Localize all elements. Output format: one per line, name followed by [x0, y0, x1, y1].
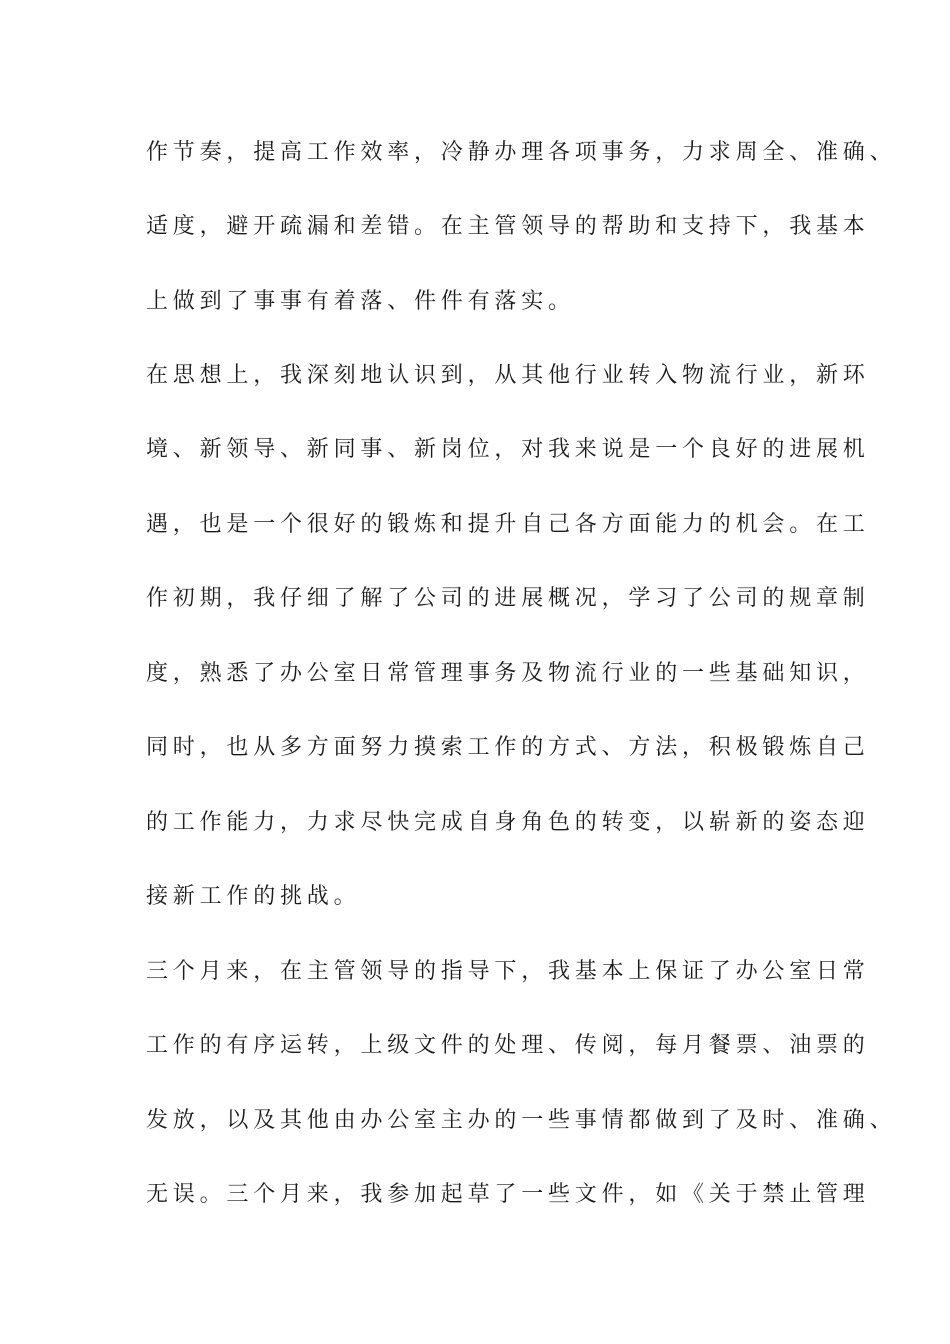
- text-line: 作节奏，提高工作效率，冷静办理各项事务，力求周全、准确、: [146, 140, 897, 165]
- text-line: 三个月来，在主管领导的指导下，我基本上保证了办公室日常: [146, 959, 870, 984]
- text-line: 同时，也从多方面努力摸索工作的方式、方法，积极锻炼自己: [146, 735, 870, 760]
- text-line: 工作的有序运转，上级文件的处理、传阅，每月餐票、油票的: [146, 1033, 870, 1058]
- text-line: 在思想上，我深刻地认识到，从其他行业转入物流行业，新环: [146, 363, 870, 388]
- text-line: 的工作能力，力求尽快完成自身角色的转变，以崭新的姿态迎: [146, 810, 870, 835]
- text-line: 无误。三个月来，我参加起草了一些文件，如《关于禁止管理: [146, 1182, 870, 1207]
- text-line: 适度，避开疏漏和差错。在主管领导的帮助和支持下，我基本: [146, 214, 870, 239]
- text-line: 境、新领导、新同事、新岗位，对我来说是一个良好的进展机: [146, 437, 870, 462]
- text-line: 度，熟悉了办公室日常管理事务及物流行业的一些基础知识，: [146, 661, 870, 686]
- text-line: 作初期，我仔细了解了公司的进展概况，学习了公司的规章制: [146, 586, 870, 611]
- text-line: 遇，也是一个很好的锻炼和提升自己各方面能力的机会。在工: [146, 512, 870, 537]
- text-line: 上做到了事事有着落、件件有落实。: [146, 289, 575, 314]
- text-line: 发放，以及其他由办公室主办的一些事情都做到了及时、准确、: [146, 1108, 897, 1133]
- text-line: 接新工作的挑战。: [146, 884, 361, 909]
